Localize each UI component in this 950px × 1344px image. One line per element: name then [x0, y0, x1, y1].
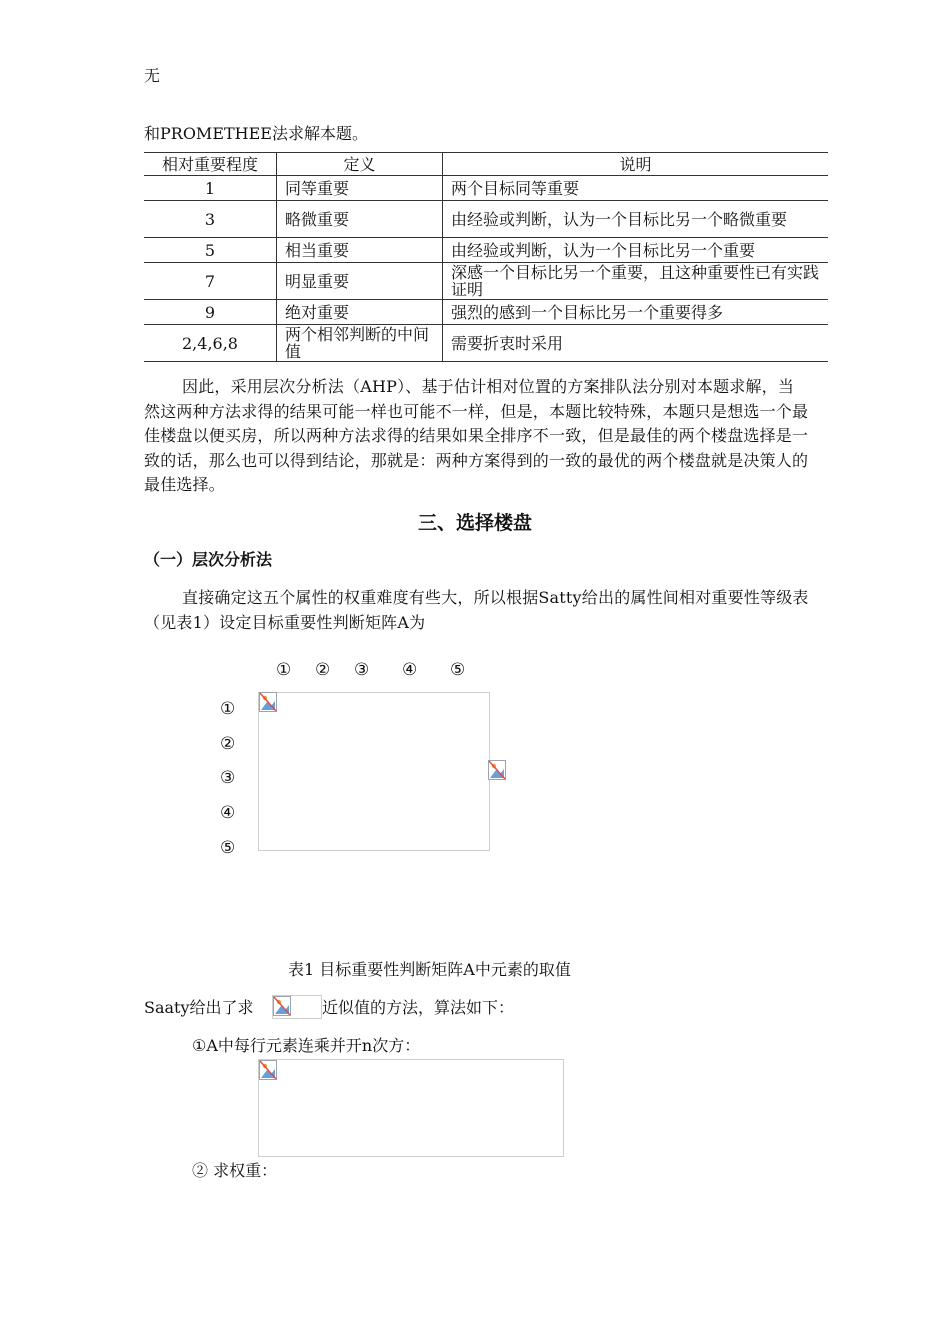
table-row: [144, 201, 828, 238]
broken-image-icon: [488, 760, 506, 780]
step-one: ①A中每行元素连乘并开n次方：: [192, 1036, 421, 1055]
subsection-title: （一）层次分析法: [144, 550, 273, 569]
matrix-row-label: ⑤: [220, 838, 236, 858]
table-header-cell: 相对重要程度: [144, 153, 277, 176]
body-paragraph: 直接确定这五个属性的权重难度有些大，所以根据Satty给出的属性间相对重要性等级表（见表1）设定目标重要性判断矩阵A为: [144, 588, 809, 632]
table-header-cell: 说明: [443, 153, 829, 176]
table-caption: 表1 目标重要性判断矩阵A中元素的取值: [288, 960, 571, 979]
table-cell-level: 5: [144, 238, 277, 263]
section-title: 三、选择楼盘: [417, 512, 532, 534]
header-char: 无: [144, 66, 161, 85]
table-cell-description: 由经验或判断，认为一个目标比另一个略微重要: [443, 201, 829, 238]
table-cell-description: 由经验或判断，认为一个目标比另一个重要: [443, 238, 829, 263]
table-cell-definition: 略微重要: [277, 201, 443, 238]
table-row: [144, 325, 828, 362]
matrix-row-label: ③: [220, 768, 236, 788]
table-row: [144, 263, 828, 300]
saaty-line-end: 近似值的方法，算法如下：: [322, 998, 515, 1017]
table-row: [144, 300, 828, 325]
matrix-row-label: ④: [220, 803, 236, 823]
matrix-image-placeholder: [258, 692, 490, 851]
table-header-cell: 定义: [277, 153, 443, 176]
table-cell-level: 9: [144, 300, 277, 325]
table-cell-definition: 明显重要: [277, 263, 443, 300]
matrix-row-label: ②: [220, 734, 236, 754]
table-cell-description: 两个目标同等重要: [443, 176, 829, 201]
table-cell-definition: 同等重要: [277, 176, 443, 201]
table-cell-level: 3: [144, 201, 277, 238]
importance-scale-table: [144, 152, 828, 362]
table-row: [144, 238, 828, 263]
body-paragraph: 因此，采用层次分析法（AHP）、基于估计相对位置的方案排队法分别对本题求解，当然这两种方法求得的结果可能一样也可能不一样，但是，本题比较特殊，本题只是想选一个最佳楼盘以便买房，所以两种方法求得的结果如果全排序不一致，但是最佳的两个楼盘选择是一致的话，那么也可以得到结论，那就是：两种方案得到的一致的最优的两个楼盘就是决策人的最佳选择。: [144, 377, 809, 494]
broken-image-icon: [259, 1060, 277, 1080]
broken-image-icon: [273, 996, 291, 1016]
table-cell-definition: 相当重要: [277, 238, 443, 263]
table-cell-level: 7: [144, 263, 277, 300]
matrix-column-label: ②: [315, 660, 331, 680]
table-cell-level: 2,4,6,8: [144, 325, 277, 362]
table-row: [144, 176, 828, 201]
formula-image-placeholder: [258, 1059, 564, 1157]
matrix-column-label: ①: [276, 660, 292, 680]
matrix-column-label: ③: [354, 660, 370, 680]
table-cell-definition: 两个相邻判断的中间值: [277, 325, 443, 362]
table-header-row: [144, 153, 828, 176]
intro-line: 和PROMETHEE法求解本题。: [144, 124, 368, 143]
broken-image-icon: [259, 692, 277, 712]
table-cell-description: 需要折衷时采用: [443, 325, 829, 362]
step-two: ② 求权重：: [192, 1161, 278, 1180]
saaty-line-start: Saaty给出了求: [144, 998, 254, 1017]
table-cell-definition: 绝对重要: [277, 300, 443, 325]
matrix-column-label: ④: [402, 660, 418, 680]
matrix-row-label: ①: [220, 699, 236, 719]
matrix-column-label: ⑤: [450, 660, 466, 680]
table-cell-description: 强烈的感到一个目标比另一个重要得多: [443, 300, 829, 325]
table-cell-level: 1: [144, 176, 277, 201]
table-cell-description: 深感一个目标比另一个重要，且这种重要性已有实践证明: [443, 263, 829, 300]
